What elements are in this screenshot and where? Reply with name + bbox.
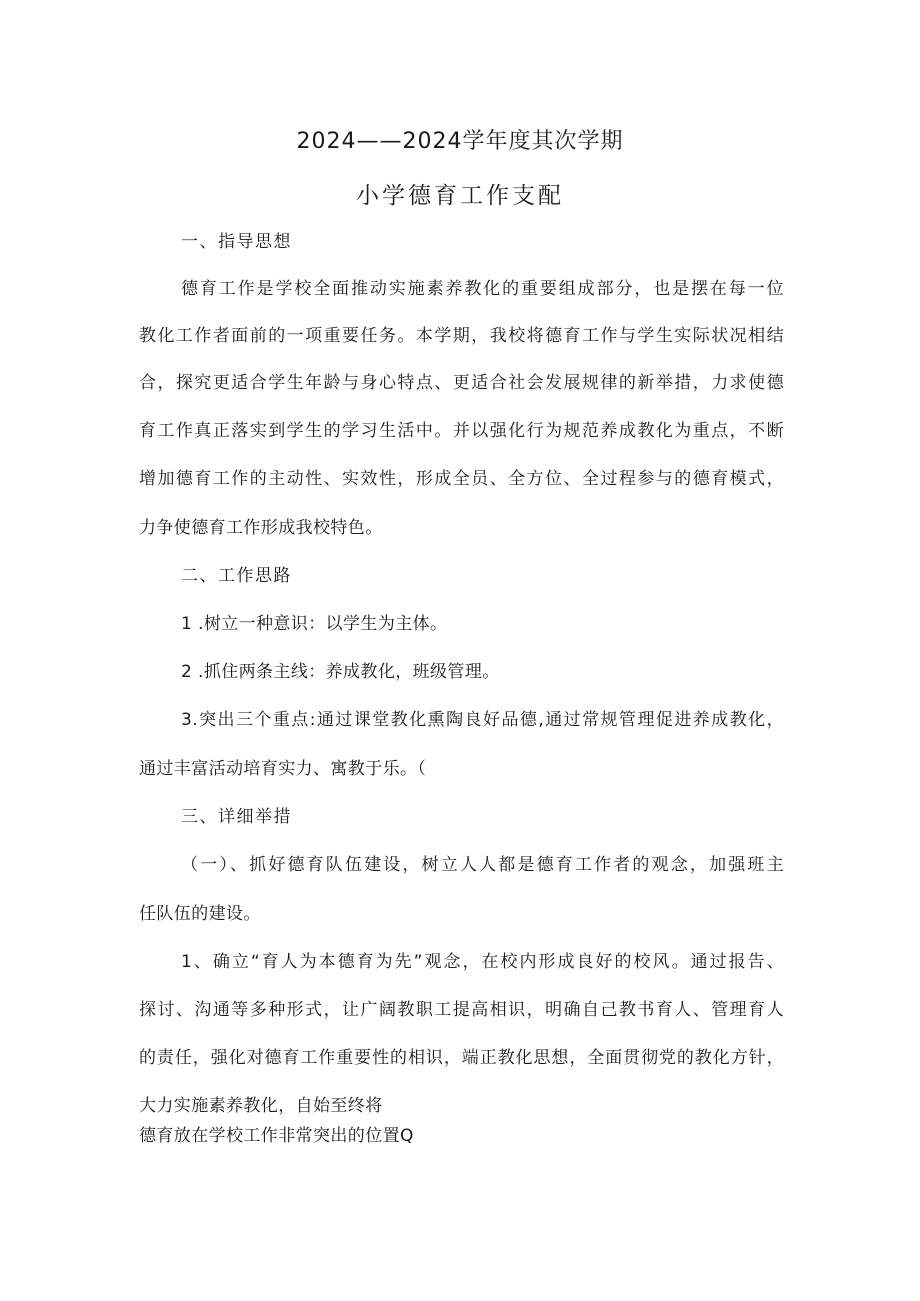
section-heading-specific-measures: 三、详细举措 (181, 807, 292, 827)
document-title: 小学德育工作支配 (356, 183, 564, 209)
list-item-continuation: 通过丰富活动培育实力、寓教于乐。（ (139, 759, 427, 779)
paragraph-line: 探讨、沟通等多种形式，让广阔教职工提高相识，明确自己教书育人、管理育人 (139, 1000, 784, 1020)
list-item: 3.突出三个重点:通过课堂教化熏陶良好品德,通过常规管理促进养成教化， (181, 710, 784, 730)
paragraph-line: 增加德育工作的主动性、实效性，形成全员、全方位、全过程参与的德育模式， (139, 469, 784, 489)
paragraph-line: 1、确立“育人为本德育为先”观念，在校内形成良好的校风。通过报告、 (181, 952, 784, 972)
list-item: 1 .树立一种意识：以学生为主体。 (181, 614, 448, 634)
paragraph-line: 力争使德育工作形成我校特色。 (139, 518, 383, 538)
paragraph-line: 育工作真正落实到学生的学习生活中。并以强化行为规范养成教化为重点，不断 (139, 421, 784, 441)
list-item: 2 .抓住两条主线：养成教化，班级管理。 (181, 662, 500, 682)
document-title-year: 2024——2024学年度其次学期 (296, 129, 624, 154)
paragraph-line: 的责任，强化对德育工作重要性的相识，端正教化思想，全面贯彻党的教化方针， (139, 1048, 784, 1068)
paragraph-line: 教化工作者面前的一项重要任务。本学期，我校将德育工作与学生实际状况相结 (139, 326, 784, 346)
section-heading-guiding-ideology: 一、指导思想 (181, 232, 292, 252)
paragraph-line: 合，探究更适合学生年龄与身心特点、更适合社会发展规律的新举措，力求使德 (139, 373, 784, 393)
paragraph-line: 大力实施素养教化，自始至终将 (139, 1096, 383, 1116)
subsection-line: （一）、抓好德育队伍建设，树立人人都是德育工作者的观念，加强班主 (181, 855, 784, 875)
paragraph-line: 德育放在学校工作非常突出的位置Q (139, 1126, 414, 1146)
paragraph-line: 德育工作是学校全面推动实施素养教化的重要组成部分，也是摆在每一位 (181, 279, 784, 299)
subsection-line: 任队伍的建设。 (139, 904, 261, 924)
section-heading-work-approach: 二、工作思路 (181, 566, 292, 586)
